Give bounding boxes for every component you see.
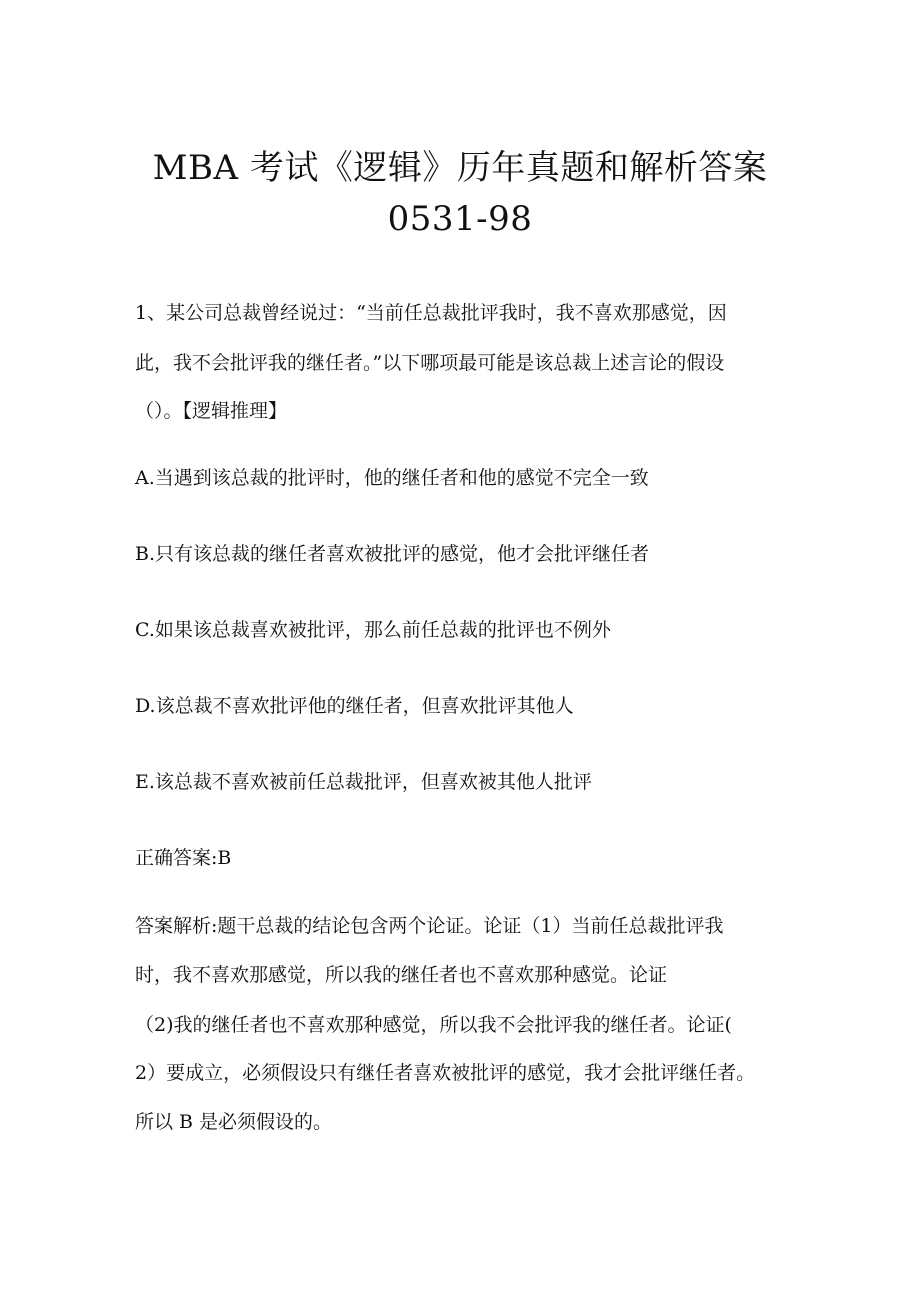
question-line: （）。【逻辑推理】 <box>135 400 288 422</box>
option-a: A.当遇到该总裁的批评时，他的继任者和他的感觉不完全一致 <box>135 467 649 489</box>
analysis-line: （2)我的继任者也不喜欢那种感觉，所以我不会批评我的继任者。论证( <box>135 1014 732 1036</box>
correct-answer: 正确答案:B <box>135 847 232 869</box>
question-line: 此，我不会批评我的继任者。”以下哪项最可能是该总裁上述言论的假设 <box>135 352 725 374</box>
option-c: C.如果该总裁喜欢被批评，那么前任总裁的批评也不例外 <box>135 619 611 641</box>
analysis-line: 时，我不喜欢那感觉，所以我的继任者也不喜欢那种感觉。论证 <box>135 964 668 986</box>
analysis-line: 所以 B 是必须假设的。 <box>135 1111 333 1133</box>
option-e: E.该总裁不喜欢被前任总裁批评，但喜欢被其他人批评 <box>135 771 592 793</box>
document-title-code: 0531-98 <box>387 199 533 239</box>
option-d: D.该总裁不喜欢批评他的继任者，但喜欢批评其他人 <box>135 695 574 717</box>
analysis-line: 答案解析:题干总裁的结论包含两个论证。论证（1）当前任总裁批评我 <box>135 915 724 937</box>
option-b: B.只有该总裁的继任者喜欢被批评的感觉，他才会批评继任者 <box>135 543 650 565</box>
question-line: 1、某公司总裁曾经说过：“当前任总裁批评我时，我不喜欢那感觉，因 <box>135 302 727 324</box>
document-title: MBA 考试《逻辑》历年真题和解析答案 <box>152 148 768 188</box>
analysis-line: 2）要成立，必须假设只有继任者喜欢被批评的感觉，我才会批评继任者。 <box>135 1062 756 1084</box>
